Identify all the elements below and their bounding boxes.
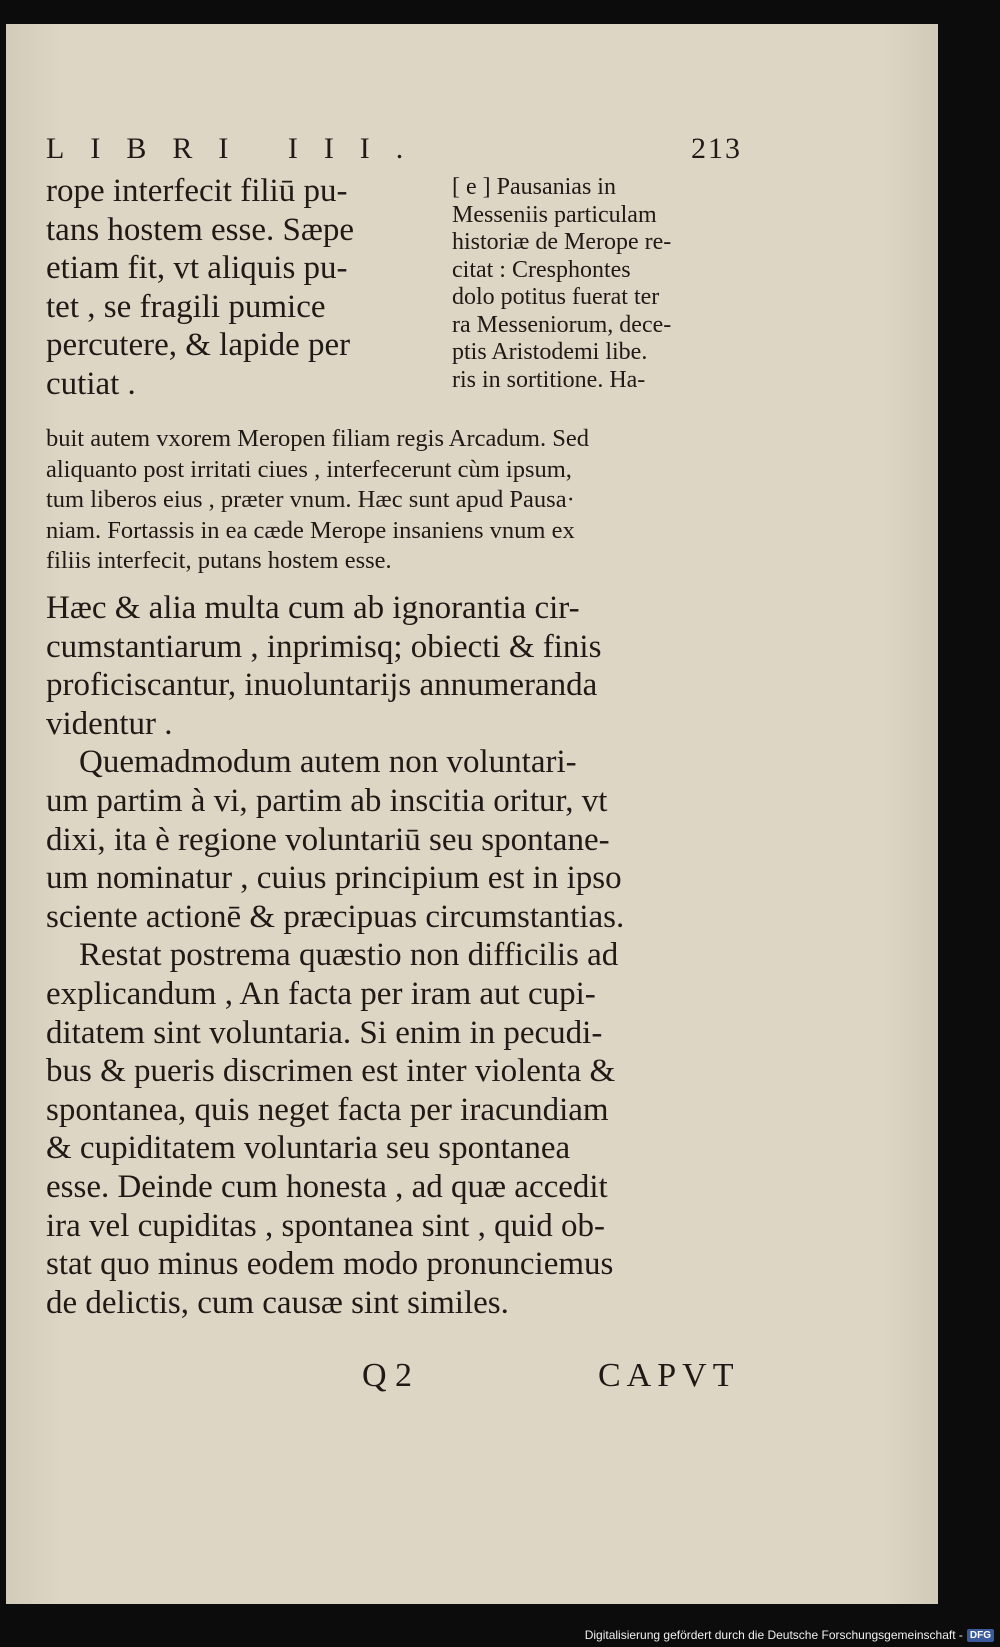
note-line: tum liberos eius , præter vnum. Hæc sunt apud Pausa· (46, 486, 575, 513)
text-line: Hæc & alia multa cum ab ignorantia cir- (46, 590, 580, 626)
main-text-left-column (46, 172, 426, 403)
text-line: Quemadmodum autem non voluntari- (46, 744, 577, 781)
note-line: filiis interfecit, putans hostem esse. (46, 547, 392, 574)
note-line: ra Messeniorum, dece- (452, 311, 672, 338)
text-line: ditatem sint voluntaria. Si enim in pecudi- (46, 1014, 603, 1051)
text-line: bus & pueris discrimen est inter violenta & (46, 1053, 616, 1090)
text-line: um nominatur , cuius principium est in ipso (46, 860, 622, 897)
text-line: videntur . (46, 705, 173, 742)
text-line: cutiat . (46, 365, 136, 402)
note-line: citat : Cresphontes (452, 256, 631, 283)
text-line: proficiscantur, inuoluntarijs annumeranda (46, 667, 598, 704)
text-line: Restat postrema quæstio non difficilis ad (46, 937, 619, 974)
note-line: ptis Aristodemi libe. (452, 339, 648, 365)
book-page (6, 24, 938, 1604)
text-line: stat quo minus eodem modo pronunciemus (46, 1246, 614, 1283)
text-line: sciente actionē & præcipuas circumstantias. (46, 898, 625, 935)
text-line: um partim à vi, partim ab inscitia oritur, vt (46, 782, 608, 819)
note-line: historiæ de Merope re- (452, 229, 672, 255)
text-line: tans hostem esse. Sæpe (46, 211, 354, 248)
text-line: de delictis, cum causæ sint similes. (46, 1284, 509, 1321)
text-line: etiam fit, vt aliquis pu- (46, 250, 348, 286)
text-line: spontanea, quis neget facta per iracundiam (46, 1091, 609, 1128)
text-line: cumstantiarum , inprimisq; obiecti & finis (46, 628, 602, 665)
text-line: explicandum , An facta per iram aut cupi- (46, 975, 596, 1012)
text-line: dixi, ita è regione voluntariū seu spontane- (46, 821, 610, 858)
note-line: dolo potitus fuerat ter (452, 284, 660, 310)
text-line: ira vel cupiditas , spontanea sint , quid ob- (46, 1207, 606, 1244)
note-line: aliquanto post irritati ciues , interfecerunt cùm ipsum, (46, 455, 572, 483)
digitization-credit (585, 1625, 994, 1645)
text-line: & cupiditatem voluntaria seu spontanea (46, 1130, 571, 1167)
note-line: niam. Fortassis in ea cæde Merope insaniens vnum ex (46, 516, 575, 544)
text-line: tet , se fragili pumice (46, 288, 326, 325)
catchword: CAPVT (598, 1357, 740, 1394)
text-line: esse. Deinde cum honesta , ad quæ accedit (46, 1168, 608, 1205)
note-line: Messeniis particulam (452, 201, 657, 228)
footnote-continuation (46, 424, 736, 577)
signature-mark: Q 2 (362, 1357, 413, 1394)
text-line: rope interfecit filiū pu- (46, 173, 348, 209)
footnote-column (452, 174, 732, 394)
page-number: 213 (691, 132, 742, 165)
credit-text: Digitalisierung gefördert durch die Deutsche Forschungsgemeinschaft - (584, 1628, 963, 1642)
note-line: ris in sortitione. Ha- (452, 366, 646, 393)
note-line: buit autem vxorem Meropen filiam regis Arcadum. Sed (46, 425, 589, 452)
body-text (46, 589, 736, 1322)
dfg-logo: DFG (967, 1629, 994, 1642)
note-line: [ e ] Pausanias in (452, 174, 616, 200)
running-title: LIBRI III. (46, 132, 430, 165)
text-line: percutere, & lapide per (46, 327, 351, 363)
running-header (46, 132, 742, 166)
